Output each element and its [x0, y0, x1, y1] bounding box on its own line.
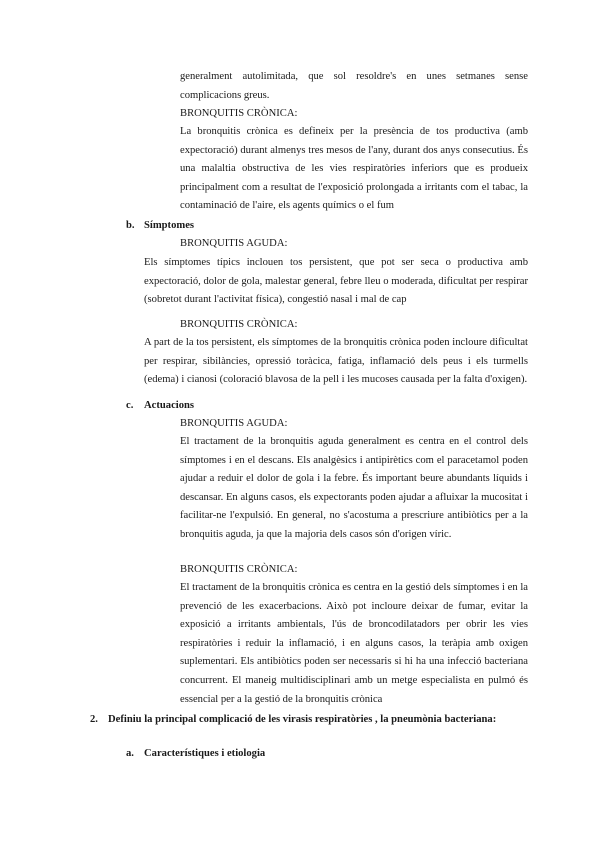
- actions-chronic-paragraph: El tractament de la bronquitis crònica es centra en la gestió dels símptomes i en la prevenció de les exacerbacions. Això pot incloure deixar de fumar, evitar la exposició a irritants ambientals, l'ús de broncodilatadors per obrir les vies respiratòries i reduir la inflamació, i en alguns casos, la teràpia amb oxigen suplementari. Els antibiòtics poden ser necessaris si hi ha una infecció bacteriana concurrent. El maneig multidisciplinari amb un metge especialista en pulmó és essencial per a la gestió de la bronquitis crònica: [180, 582, 528, 705]
- section-c-title: Actuacions: [144, 400, 195, 411]
- definition-chronic-label: BRONQUITIS CRÒNICA:: [180, 108, 298, 119]
- question-2-text: Definiu la principal complicació de les virasis respiratòries , la pneumònia bacteriana:: [108, 714, 497, 725]
- actions-chronic-label: BRONQUITIS CRÒNICA:: [180, 564, 298, 575]
- actions-acute-label: BRONQUITIS AGUDA:: [180, 418, 288, 429]
- section-2a-title: Característiques i etiologia: [144, 748, 266, 759]
- symptoms-chronic-paragraph: A part de la tos persistent, els símptomes de la bronquitis crònica poden incloure dificultat per respirar, sibilàncies, opressió toràcica, fatiga, inflamació dels peus i els turmells (edema) i cianosi (coloració blavosa de la pell i les mucoses causada per la falta d'oxigen).: [144, 337, 528, 386]
- section-2a-marker: a.: [126, 748, 134, 759]
- definition-chronic-paragraph: La bronquitis crònica es defineix per la presència de tos productiva (amb expectoració) durant almenys tres mesos de l'any, durant dos anys consecutius. És una malaltia obstructiva de les vies respiratòries inferiors que es produeix principalment com a resultat de l'exposició prolongada a irritants com el tabac, la contaminació de l'aire, els agents químics o el fum: [180, 126, 528, 212]
- section-c-marker: c.: [126, 400, 134, 411]
- symptoms-acute-paragraph: Els símptomes típics inclouen tos persistent, que pot ser seca o productiva amb expectoració, dolor de gola, malestar general, febre lleu o moderada, dificultat per respirar (sobretot durant l'activitat física), congestió nasal i mal de cap: [144, 257, 528, 306]
- section-b-title: Símptomes: [144, 220, 195, 231]
- symptoms-chronic-label: BRONQUITIS CRÒNICA:: [180, 319, 298, 330]
- acute-tail-paragraph: generalment autolimitada, que sol resoldre's en unes setmanes sense complicacions greus.: [180, 71, 528, 101]
- symptoms-acute-label: BRONQUITIS AGUDA:: [180, 238, 288, 249]
- section-b-marker: b.: [126, 220, 135, 231]
- question-2-marker: 2.: [90, 714, 98, 725]
- actions-acute-paragraph: El tractament de la bronquitis aguda generalment es centra en el control dels símptomes i en el descans. Els analgèsics i antipirètics com el paracetamol poden ajudar a reduir el dolor de gola i la febre. És important beure abundants líquids i descansar. En alguns casos, els expectorants poden ajudar a afluixar la mucositat i facilitar-ne l'expulsió. En general, no s'acostuma a prescriure antibiòtics per a la bronquitis aguda, ja que la majoria dels casos són d'origen víric.: [180, 436, 528, 540]
